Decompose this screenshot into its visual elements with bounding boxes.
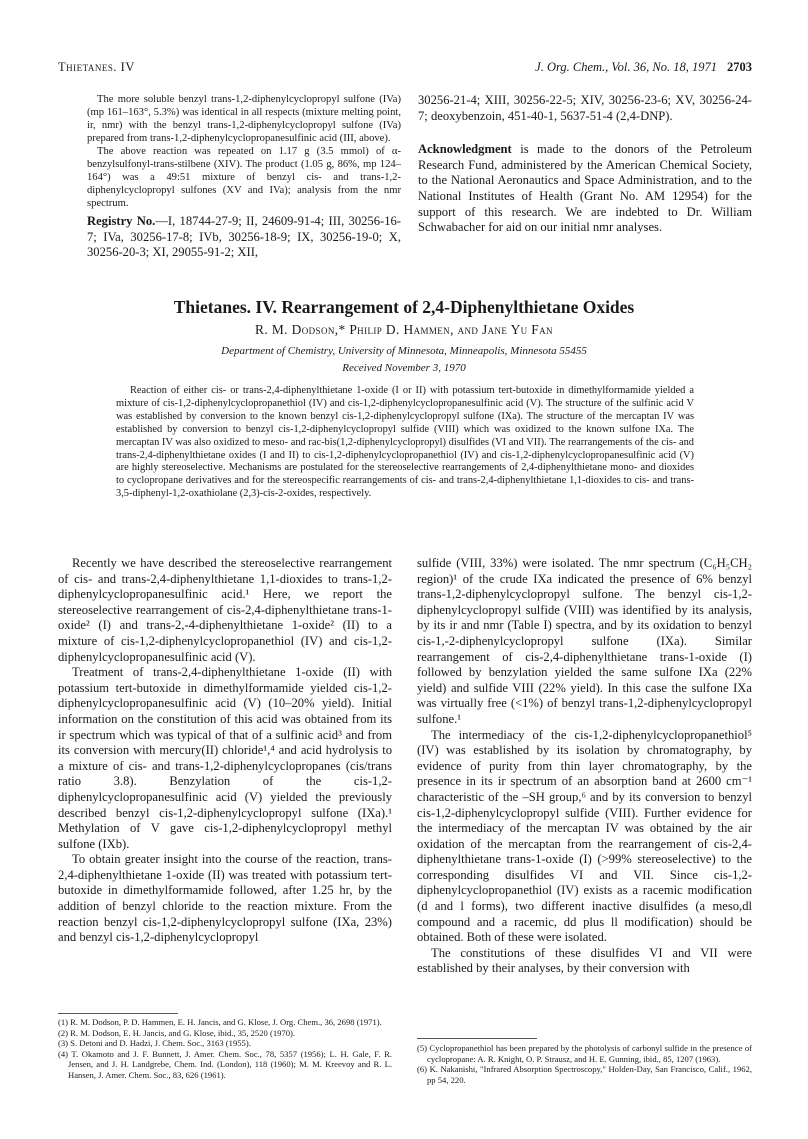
body-paragraph: sulfide (VIII, 33%) were isolated. The nmr spectrum (C₆H₅CH₂ region)¹ of the crude IXa indicated the presence of 6% benzyl trans-1,2-diphenylcyclopropyl sulfone. The benzyl cis-1,2-diphenylcyclopropyl sulfide (VIII) was identified by its analysis, by its ir and nmr (Table I) spectra, and by its oxidation to benzyl cis-1,-2-diphenylcyclopropyl sulfone (IXa). Similar rearrangement of cis-2,4-diphenylthietane trans-1-oxide (I) followed by benzylation yielded the same sulfone IXa (22% yield) and sulfide VIII (22% yield). In this case the sulfone IXa was virtually free (<1%) of benzyl trans-1,2-diphenylcyclopropyl sulfone.¹ <box>417 556 752 726</box>
experimental-paragraph: The more soluble benzyl trans-1,2-diphenylcyclopropyl sulfone (IVa) (mp 161–163°, 5.3%) was identical in all respects (mixture melting point, ir, nmr) with the benzyl trans-1,2-diphenylcyclopropyl sulfone (IVa) prepared from trans-1,2-diphenylcyclopropanesulfinic acid (III, above). <box>87 94 401 144</box>
registry-text: —I, 18744-27-9; II, 24609-91-4; III, 30256-16-7; IVa, 30256-17-8; IVb, 30256-18-9; IX, 30256-19-0; X, 30256-20-3; XI, 29055-91-2; XII, <box>87 214 402 260</box>
running-header <box>58 60 752 80</box>
registry-numbers <box>87 214 401 261</box>
received-date: Received November 3, 1970 <box>342 362 466 374</box>
footnote: (2) R. M. Dodson, E. H. Jancis, and G. Klose, ibid., 35, 2520 (1970). <box>58 1027 296 1038</box>
acknowledgment-label: Acknowledgment <box>418 142 512 157</box>
main-right-column <box>417 556 752 977</box>
article-authors: R. M. Dodson,* Philip D. Hammen, and Jane Yu Fan <box>255 322 553 337</box>
body-paragraph: To obtain greater insight into the course of the reaction, trans-2,4-diphenylthietane 1-oxide (II) was treated with potassium tert-butoxide in dimethylformamide followed, after 1.25 hr, by the addition of benzyl chloride to the reaction mixture. From the reaction benzyl cis-1,2-diphenylcyclopropyl sulfone (IXa, 23%) and benzyl cis-1,2-diphenylcyclopropyl <box>58 852 392 945</box>
main-left-column <box>58 556 392 946</box>
acknowledgment-text: is made to the donors of the Petroleum Research Fund, administered by the American Chemical Society, to the National Aeronautics and Space Administration, and to the National Institutes of Health (Grant No. AM 12954) for the support of this research. We are indebted to Dr. William Schwabacher for aid on our initial nmr analyses. <box>418 142 752 235</box>
previous-article-right-column <box>418 93 752 236</box>
article-affiliation: Department of Chemistry, University of Minnesota, Minneapolis, Minnesota 55455 <box>221 345 587 357</box>
footnote: (6) K. Nakanishi, "Infrared Absorption Spectroscopy," Holden-Day, San Francisco, Calif., 1962, pp 54, 220. <box>417 1064 752 1085</box>
running-title: Thietanes. IV <box>58 60 135 74</box>
abstract: Reaction of either cis- or trans-2,4-diphenylthietane 1-oxide (I or II) with potassium tert-butoxide in dimethylformamide yielded a mixture of cis-1,2-diphenylcyclopropanethiol (IV) and cis-1,2-diphenylcyclopropanesulfinic acid (V). The structure of the sulfinic acid V was established by conversion to the known benzyl cis-1,2-diphenylcyclopropyl sulfone (IXa). The structure of the mercaptan IV was established by conversion to benzyl cis-1,2-diphenylcyclopropyl sulfide (VIII) which was oxidized to the known sulfone IXa. The mercaptan IV was also oxidized to meso- and rac-bis(1,2-diphenylcyclopropyl) disulfides (VI and VII). The rearrangements of the cis- and trans-2,4-diphenylthietane oxides (I and II) to cis-1,2-diphenylcyclopropanethiol (IV) and cis-1,2-diphenylcyclopropanesulfinic acid (V) are highly stereoselective. Mechanisms are postulated for the stereoselective rearrangements of 2,4-diphenylthietane mono- and dioxides to cyclopropane derivatives and for the stereospecific rearrangements of cis- and trans-2,4-diphenylthietane 1,1-dioxides to cis- and trans-3,5-diphenyl-1,2-oxathiolane (2,3)-cis-2-oxides, respectively. <box>116 385 694 500</box>
footnotes-left <box>58 1017 392 1081</box>
body-paragraph: Treatment of trans-2,4-diphenylthietane 1-oxide (II) with potassium tert-butoxide in dimethylformamide yielded cis-1,2-diphenylcyclopropanesulfinic acid (V) (10–20% yield). Initial information on the constitution of this acid was obtained from its ir spectrum which was typical of that of a sulfinic acid³ and from its conversion with mercury(II) chloride¹,⁴ and acid hydrolysis to a mixture of cis- and trans-1,2-diphenylcyclopropanes (cis/trans ratio 3.8). Benzylation of the cis-1,2-diphenylcyclopropanesulfinic acid (V) yielded the previously described benzyl cis-1,2-diphenylcyclopropyl sulfone (IXa).¹ Methylation of V gave cis-1,2-diphenylcyclopropyl methyl sulfone (IXb). <box>58 665 392 851</box>
acknowledgment <box>418 142 752 236</box>
body-paragraph: The intermediacy of the cis-1,2-diphenylcyclopropanethiol⁵ (IV) was established by its isolation by chromatography, by evidence of purity from thin layer chromatography, by the presence in its ir spectrum of an absorption band at 2600 cm⁻¹ characteristic of the –SH group,⁶ and by its conversion to benzyl cis-1,2-diphenylcyclopropyl sulfide (VIII). Further evidence for the intermediacy of the mercaptan IV was obtained by the air oxidation of the mercaptan from the rearrangement of cis-2,4-diphenylthietane trans-1-oxide (I) (>99% stereoselective) to the corresponding disulfides VI and VII. Since cis-1,2-diphenylcyclopropanethiol (IV) exists as a racemic modification (d and l forms), two different inactive disulfides (a meso,dl compound and a racemic, dd plus ll modification) should be obtained. Both of these were isolated. <box>417 727 752 945</box>
footnote: (4) T. Okamoto and J. F. Bunnett, J. Amer. Chem. Soc., 78, 5357 (1956); L. H. Gale, F. R. Jensen, and J. H. Landgrebe, Chem. Ind. (London), 118 (1960); M. M. Kreevoy and R. L. Hansen, J. Amer. Chem. Soc., 83, 626 (1961). <box>58 1048 392 1080</box>
article-title: Thietanes. IV. Rearrangement of 2,4-Diphenylthietane Oxides <box>173 297 635 317</box>
journal-name: J. Org. Chem., Vol. 36, No. 18, 1971 <box>535 60 717 74</box>
footnotes-right <box>417 1043 752 1085</box>
footnote: (3) S. Detoni and D. Hadzi, J. Chem. Soc., 3163 (1955). <box>58 1038 251 1049</box>
registry-continuation: 30256-21-4; XIII, 30256-22-5; XIV, 30256-23-6; XV, 30256-24-7; deoxybenzoin, 451-40-1, 5637-51-4 (2,4-DNP). <box>418 93 752 123</box>
experimental-paragraph: The above reaction was repeated on 1.17 g (3.5 mmol) of α-benzylsulfonyl-trans-stilbene (XIV). The product (1.05 g, 86%, mp 124–164°) was a 49:51 mixture of benzyl cis- and trans-1,2-diphenylcyclopropyl sulfones (XV and IVa); analysis from the nmr spectrum. <box>87 146 401 209</box>
registry-label: Registry No. <box>87 214 156 228</box>
page-number: 2703 <box>727 60 752 74</box>
footnote-divider <box>58 1013 178 1014</box>
footnote: (5) Cyclopropanethiol has been prepared by the photolysis of carbonyl sulfide in the presence of cyclopropane: A. R. Knight, O. P. Strausz, and H. E. Gunning, ibid., 85, 1207 (1963). <box>417 1043 752 1064</box>
footnote: (1) R. M. Dodson, P. D. Hammen, E. H. Jancis, and G. Klose, J. Org. Chem., 36, 2698 (1971). <box>58 1017 382 1027</box>
journal-citation <box>535 60 752 75</box>
body-paragraph: Recently we have described the stereoselective rearrangement of cis- and trans-2,4-diphenylthietane 1,1-dioxides to trans-1,2-diphenylcyclopropanesulfinic acid.¹ Here, we report the stereoselective rearrangement of cis-2,4-diphenylthietane trans-1-oxide² (I) and trans-2,-4-diphenylthietane 1-oxide² (II) to a mixture of cis-1,2-diphenylcyclopropanethiol (IV) and cis-1,2-diphenylcyclopropanesulfinic acid (V). <box>58 556 392 664</box>
previous-article-left-column <box>87 93 401 261</box>
footnote-divider <box>417 1038 537 1039</box>
body-paragraph: The constitutions of these disulfides VI and VII were established by their analyses, by their conversion with <box>417 945 752 976</box>
